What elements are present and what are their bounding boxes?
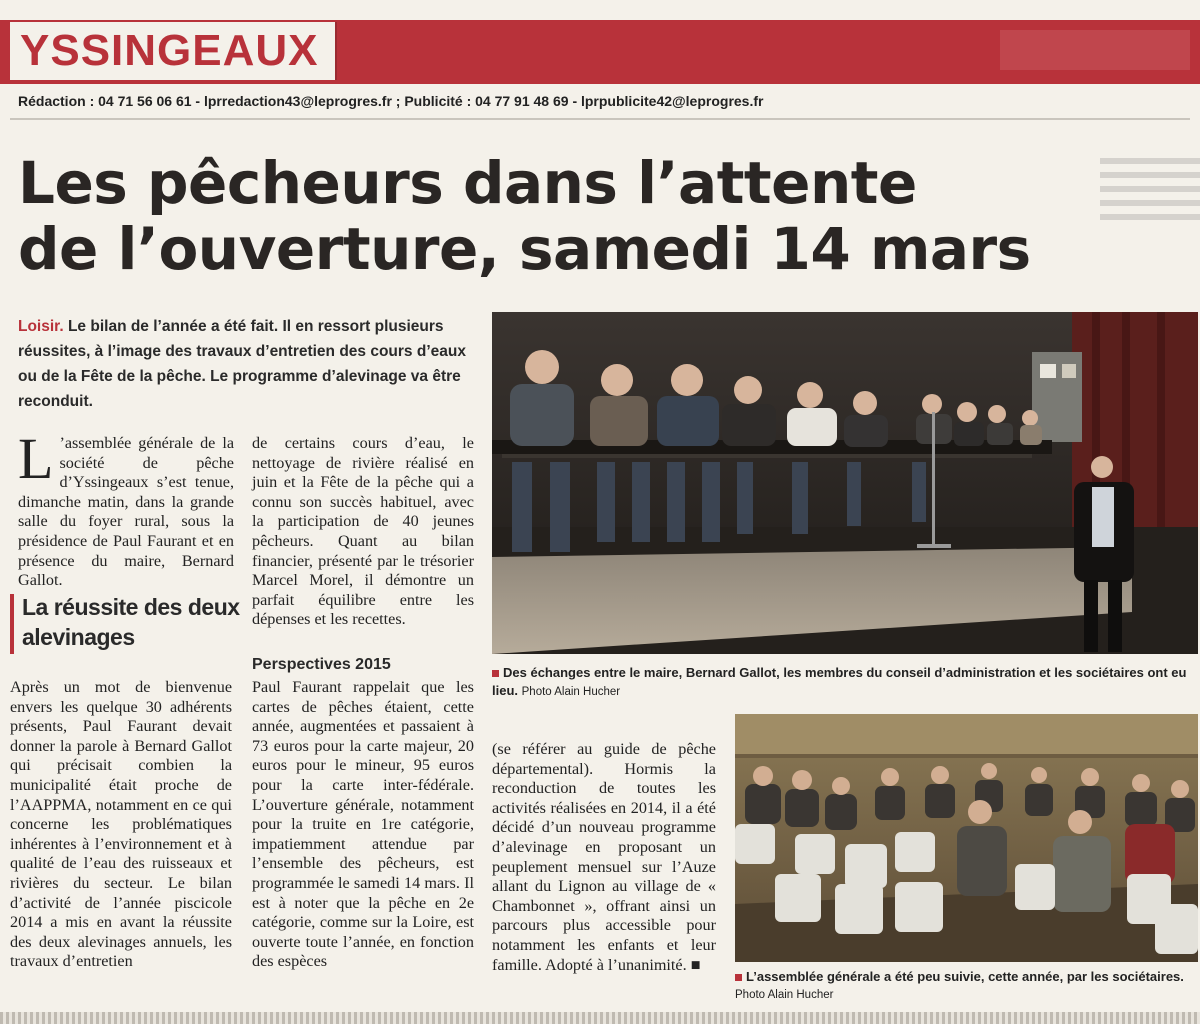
column-2-top-text: de certains cours d’eau, le nettoyage de rivière réalisé en juin et la Fête de la pêche qui a connu son succès habituel, avec la participation de 40 jeunes pêcheurs. Quant au bilan financier, présenté par le trésorier Marcel Morel, il démontre un parfait équilibre entre les dépenses et les recettes. bbox=[252, 434, 474, 629]
lead-paragraph bbox=[18, 314, 478, 414]
photo-board-meeting bbox=[492, 312, 1198, 654]
column-2-text: Paul Faurant rappelait que les cartes de pêches étaient, cette année, augmentées et passaient à 73 euros pour la carte majeur, 20 euros pour le mineur, 95 euros pour la carte inter-fédérale. L’ouverture générale, notamment pour la truite en 1re catégorie, impatiemment attendue par l’ensemble des pêcheurs, est programmée le samedi 14 mars. Il est à noter que la pêche en 2e catégorie, comme sur la Loire, est ouverte toute l’année, en fonction des espèces bbox=[252, 678, 474, 971]
subhead-accent-bar bbox=[10, 594, 14, 654]
section-title: YSSINGEAUX bbox=[20, 26, 319, 75]
intro-text: ’assemblée générale de la société de pêche d’Yssingeaux s’est tenue, dimanche matin, dans la grande salle du foyer rural, sous la présidence de Paul Faurant et en présence du maire, Bernard Gallot. bbox=[18, 434, 234, 590]
header-divider bbox=[10, 118, 1190, 120]
headline-line-1: Les pêcheurs dans l’attente bbox=[18, 149, 917, 217]
photo-audience bbox=[735, 714, 1198, 962]
caption-square-icon bbox=[735, 974, 742, 981]
column-3-text: (se référer au guide de pêche départemental). Hormis la reconduction de toutes les activités réalisées en 2014, il a été décidé d’un nouveau programme d’alevinage en proposant un peuplement mensuel sur l’Auze allant du Lignon au village de « Chambonnet », offrant ainsi un parcours plus accessible pour notamment les enfants et leur famille. Adopté à l’unanimité. ■ bbox=[492, 740, 716, 974]
bleed-through-text bbox=[1100, 155, 1200, 220]
contact-line: Rédaction : 04 71 56 06 61 - lprredaction43@leprogres.fr ; Publicité : 04 77 91 48 69 - lprpublicite42@leprogres.fr bbox=[18, 93, 764, 109]
photo-1-caption bbox=[492, 664, 1192, 704]
photo-2-credit: Photo Alain Hucher bbox=[735, 989, 834, 1001]
headline bbox=[18, 150, 1078, 300]
photo-1-caption-text: Des échanges entre le maire, Bernard Gallot, les membres du conseil d’administration et les sociétaires ont eu lieu. bbox=[492, 665, 1187, 698]
lead-text: Le bilan de l’année a été fait. Il en ressort plusieurs réussites, à l’image des travaux d’entretien des cours d’eaux ou de la Fête de la pêche. Le programme d’alevinage va être reconduit. bbox=[18, 318, 466, 410]
lead-kicker: Loisir. bbox=[18, 318, 64, 335]
banner-ghost-print bbox=[1000, 30, 1190, 70]
caption-square-icon bbox=[492, 670, 499, 677]
photo-2-caption-text: L’assemblée générale a été peu suivie, cette année, par les sociétaires. bbox=[746, 969, 1184, 984]
photo-2-caption bbox=[735, 968, 1195, 1004]
column-1-text: Après un mot de bienvenue envers les quelque 30 adhérents présents, Paul Faurant devait donner la parole à Bernard Gallot qui précisait combien la municipalité était proche de l’AAPPMA, notamment en ce qui concerne les problématiques inhérentes à l’environnement et à qualité de l’eau des ruisseaux et rivières du secteur. Le bilan d’activité de l’année piscicole 2014 a mis en avant la réussite des deux alevinages annuels, les travaux d’entretien bbox=[10, 678, 232, 971]
drop-cap: L bbox=[18, 426, 54, 491]
bottom-border bbox=[0, 1012, 1200, 1024]
subhead: La réussite des deux alevinages bbox=[22, 594, 240, 650]
headline-line-2: de l’ouverture, samedi 14 mars bbox=[18, 215, 1031, 283]
perspectives-heading: Perspectives 2015 bbox=[252, 656, 391, 673]
intro-paragraph bbox=[18, 426, 234, 590]
photo-1-credit: Photo Alain Hucher bbox=[521, 686, 621, 698]
